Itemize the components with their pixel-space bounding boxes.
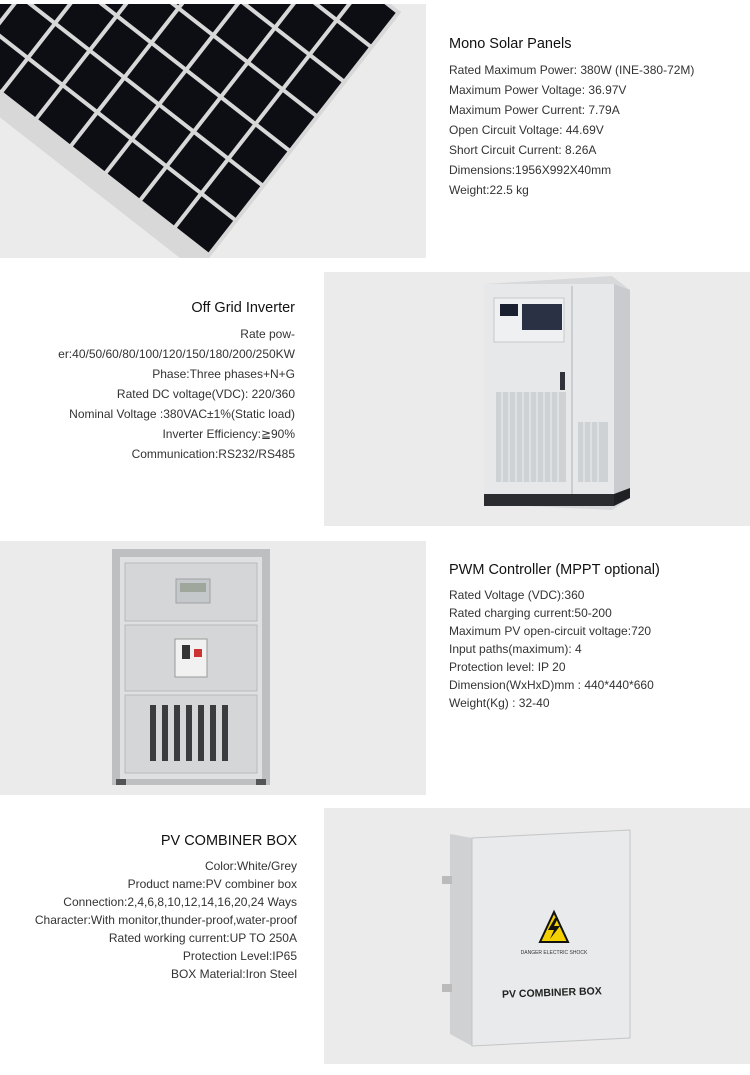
section-title: Mono Solar Panels (449, 36, 572, 52)
spec-line: Rated DC voltage(VDC): 220/360 (116, 387, 295, 401)
spec-line: Connection:2,4,6,8,10,12,14,16,20,24 Ways (63, 895, 297, 909)
spec-line: Character:With monitor,thunder-proof,water-proof (34, 913, 297, 927)
spec-line: Rated working current:UP TO 250A (108, 931, 297, 945)
spec-line: Dimension(WxHxD)mm : 440*440*660 (449, 678, 654, 692)
combiner-box-image (324, 808, 750, 1064)
inverter-specs (58, 298, 295, 464)
box-label: PV COMBINER BOX (501, 985, 602, 1001)
spec-line: Rated Maximum Power: 380W (INE-380-72M) (449, 63, 695, 77)
spec-line: Dimensions:1956X992X40mm (449, 163, 612, 177)
spec-line: Short Circuit Current: 8.26A (449, 143, 597, 157)
spec-line: Protection Level:IP65 (182, 949, 297, 963)
spec-line: Maximum Power Voltage: 36.97V (449, 83, 627, 97)
section-title: Off Grid Inverter (191, 300, 295, 316)
spec-line: Color:White/Grey (204, 859, 297, 873)
solar-panel-image (0, 4, 426, 258)
spec-line: BOX Material:Iron Steel (170, 967, 297, 981)
pwm-controller-specs (449, 560, 660, 712)
solar-panel-graphic (0, 4, 426, 258)
spec-line: Nominal Voltage :380VAC±1%(Static load) (69, 407, 295, 421)
spec-line: Weight(Kg) : 32-40 (449, 696, 550, 710)
spec-line: Phase:Three phases+N+G (152, 367, 295, 381)
spec-line: Input paths(maximum): 4 (449, 642, 582, 656)
section-title: PV COMBINER BOX (160, 833, 297, 849)
spec-line: Rated Voltage (VDC):360 (449, 588, 585, 602)
warning-label: DANGER ELECTRIC SHOCK (520, 950, 588, 956)
inverter-image (324, 272, 750, 526)
spec-line: Communication:RS232/RS485 (131, 447, 295, 461)
spec-line: Protection level: IP 20 (449, 660, 566, 674)
combiner-box-graphic (324, 808, 750, 1064)
pwm-controller-graphic (0, 541, 426, 795)
section-title: PWM Controller (MPPT optional) (449, 562, 660, 578)
spec-line: Inverter Efficiency:≧90% (162, 427, 295, 441)
spec-line: Open Circuit Voltage: 44.69V (449, 123, 604, 137)
spec-line: Weight:22.5 kg (449, 183, 529, 197)
spec-line: er:40/50/60/80/100/120/150/180/200/250KW (58, 347, 295, 361)
pwm-controller-image (0, 541, 426, 795)
spec-line: Product name:PV combiner box (127, 877, 297, 891)
spec-line: Maximum Power Current: 7.79A (449, 103, 620, 117)
spec-line: Rate pow- (240, 327, 295, 341)
inverter-cabinet-graphic (324, 272, 750, 526)
combiner-box-specs (35, 831, 297, 983)
spec-line: Rated charging current:50-200 (449, 606, 612, 620)
spec-line: Maximum PV open-circuit voltage:720 (449, 624, 652, 638)
solar-panel-specs (449, 34, 694, 200)
